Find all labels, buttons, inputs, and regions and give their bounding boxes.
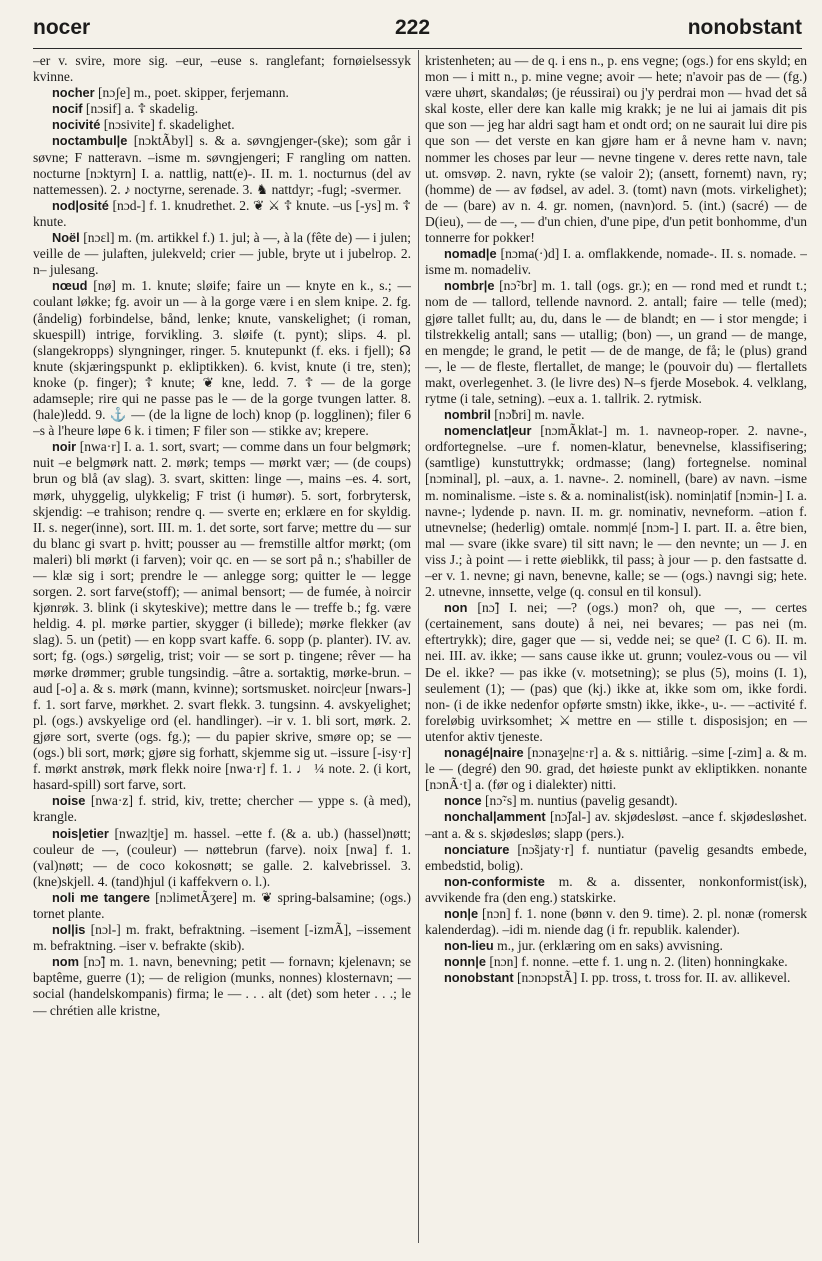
entry-headword: nombr|e [443, 278, 495, 294]
entry-definition: [nɔma(·)d] I. a. omflakkende, nomade-. II. s. nomade. –isme m. nomadeliv. [425, 246, 807, 278]
entry-definition: [nɔ̃bri] m. navle. [490, 407, 585, 423]
entry-definition: [nwa·r] I. a. 1. sort, svart; — comme dans un four belgmørk; nuit –e belgmørk natt. 2. mørk; temps — mørkt vær; — (de coups) brun og blå (av slag). 3. svart, skitten: linge —, mains –es. 4. sort, mørk, uhyggelig, ulykkelig; F trist (i humør). 5. sort, forbrytersk, skjendig: –e trahison; rendre q. — sverte en; erklære en for skyldig. II. s. neger(inne), sort. III. m. 1. det sorte, sort farve; mettre du — sur du blanc gi svart p. hvitt; pousser au — fremstille altfor mørkt; (om maleri) bli mørkt (i farven); voir qc. en — se sort på n.; s'habiller de — klæ sig i sort; prendre le — anlegge sorg; quitter le — legge sorgen. 2. sort farve(stoff); — animal bensort; — de fumée, à noircir kjønrøk. 3. blink (i skyteskive); mettre dans le — treffe b.; fg. være heldig. 4. pl. mørke partier, skygger (i billede); mørke flekker (av slag). 5. un (petit) — en kopp svart kaffe. 6. sopp (p. planter). IV. av. sort; fg. (ogs.) sørgelig, trist; voir — se sort p. tingene; rêver — ha mørke drømmer; gruble tungsindig. –âtre a. sortaktig, mørke-brun. –aud [-o] a. & s. mørk (mann, kvinne); sortsmusket. noirc|eur [nwars-] f. 1. sort farve, mørkhet. 2. svart flekk. 3. tungsinn. 4. avskyelighet; pl. (ogs.) avskyelige ord (el. handlinger). –ir v. 1. bli sort, mørk. 2. gjøre sort, sverte (ogs. fg.); — du papier skrive, smøre op; se — (ogs.) bli sort, mørk; gjøre sig forhatt, skjemme sig ut. –issure [-isy·r] f. mørkt anstrøk, mørk flekk noire [nwa·r] f. 1. ♩ ¼ note. 2. (i kort, hasard-spill) sort farve, sort. [33, 439, 411, 793]
entry-definition: [nɔ̃·s] m. nuntius (pavelig gesandt). [481, 793, 678, 809]
dictionary-entry [33, 133, 411, 197]
entry-definition: [nɔn] f. 1. none (bønn v. den 9. time). 2. pl. nonæ (romersk kalenderdag). –idi m. niende dag (i fr. republik. kalender). [425, 905, 807, 938]
entry-definition: [nɔlimetÃʒere] m. ❦ spring-balsamine; (ogs.) tornet plante. [33, 889, 411, 921]
entry-definition: [nɔktÃbyl] s. & a. søvngjenger-(ske); som går i søvne; F natteravn. –isme m. søvngjengeri; F rangling om natten. nocturne [nɔktyrn] I. a. nattlig, natt(e)-. II. m. 1. nocturnus (del av nattemessen). 2. ♪ noctyrne, serenade. 3. ♞ nattdyr; -fugl; -svermer. [33, 133, 411, 197]
dictionary-entry [33, 793, 411, 825]
page-header [33, 14, 802, 49]
dictionary-entry [33, 890, 411, 922]
dictionary-entry [425, 842, 807, 874]
entry-headword: noir [51, 439, 77, 455]
entry-headword: non-lieu [443, 938, 494, 954]
entry-definition: [nɔsivite] f. skadelighet. [100, 117, 235, 133]
entry-headword: nœud [51, 278, 88, 294]
entry-definition: m. & a. dissenter, nonkonformist(isk), avvikende fra (den eng.) statskirke. [425, 873, 807, 905]
entry-headword: nois|etier [51, 825, 109, 841]
dictionary-entry [425, 600, 807, 745]
dictionary-entry [33, 826, 411, 890]
entry-headword: Noël [51, 230, 80, 246]
dictionary-entry [425, 423, 807, 600]
dictionary-entry [425, 246, 807, 278]
entry-headword: nom [51, 954, 79, 970]
dictionary-entry [425, 745, 807, 793]
entry-definition: [nɔmÃklat-] m. 1. navneop-roper. 2. navne-, ordfortegnelse. –ure f. nomen-klatur, benevnelse, klassifisering; (samtlige) kunstuttrykk; ordmasse; (lang) fortegnelse. nominal [nɔminal], pl. –aux, a. 1. navne-. 2. nominell, (bare) av navn. –isme m. nominalisme. –iste s. & a. nominalist(isk). nomin|atif [nɔmin-] I. a. navne-; lydende p. navn. II. m. gr. nominativ, nevneform. –ation f. utnevnelse; (hederlig) omtale. nomm|é [nɔm-] I. part. II. a. être bien, mal — svare (ikke svare) til sitt navn; le — den nevnte; un — J. en viss J.; à point — i rette øieblikk, til pass; à jour — p. den fastsatte d. –er v. 1. nevne; gi navn, benevne, kalle; se — (ogs.) navngi sig; hete. 2. utnevne, innsette, velge (q. consul en til konsul). [425, 423, 807, 600]
entry-headword: nol|is [51, 922, 86, 938]
right-column [425, 53, 807, 1249]
entry-headword: nonagé|naire [443, 745, 524, 761]
dictionary-entry [33, 922, 411, 954]
entry-headword: non|e [443, 905, 479, 921]
dictionary-entry [33, 439, 411, 793]
entry-headword: noctambul|e [51, 133, 128, 149]
dictionary-entry [33, 198, 411, 230]
dictionary-entry [425, 906, 807, 938]
dictionary-entry [33, 278, 411, 439]
entry-definition: [nɔsif] a. ☦ skadelig. [82, 101, 199, 117]
left-column [33, 53, 411, 1249]
entry-definition: [nɔʃe] m., poet. skipper, ferjemann. [94, 85, 289, 101]
dictionary-entry [33, 230, 411, 278]
entry-headword: nomad|e [443, 246, 497, 262]
entry-definition: –er v. svire, more sig. –eur, –euse s. ranglefant; fornøielsessyk kvinne. [33, 53, 411, 85]
entry-definition: [nɔ̃] m. 1. navn, benevning; petit — fornavn; kjelenavn; se baptême, guerre (1); — de religion (munks, nonnes) klosternavn; — social (handelskompanis) firma; le — . . . alt (det) som heter . . .; le — chrétien alle kristne, [33, 954, 411, 1018]
entry-definition: [nɔɛl] m. (m. artikkel f.) 1. jul; à —, à la (fête de) — i julen; veille de — julaften, julekveld; crier — juble, bryte ut i jubelrop. 2. n– julesang. [33, 230, 411, 278]
entry-headword: nonn|e [443, 954, 486, 970]
entry-headword: non-conformiste [443, 873, 545, 889]
guide-word-right: nonobstant [687, 16, 802, 39]
dictionary-entry [425, 938, 807, 954]
dictionary-entry [425, 53, 807, 246]
entry-headword: nonce [443, 793, 482, 809]
entry-definition: [nø] m. 1. knute; sløife; faire un — knyte en k., s.; — coulant løkke; fg. avoir un — à la gorge være i en slem knipe. 2. fg. (åndelig) forbindelse, bånd, lenke; knute, vanskelighet; (i roman, skuespill) intrige, forvikling. 3. sløife (t. pynt); slips. 4. pl. (slangekropps) slyngninger, ringer. 5. knutepunkt (f. eks. i fjell); ☊ knute (skjæringspunkt p. ekliptikken). 6. kvist, knute (i tre, sten); knoke (p. finger); ☦ knute; ❦ kne, ledd. 7. ☦ — de la gorge adamseple; rire qui ne passe pas le — de la gorge tvungen latter. 8. (hale)ledd. 9. ⚓ — (de la ligne de loch) knop (p. logglinen); filer 6 –s à l'heure løpe 6 k. i timen; F filer son — stikke av; krepere. [33, 278, 411, 439]
dictionary-entry [425, 793, 807, 809]
entry-definition: [nɔ̃sjaty·r] f. nuntiatur (pavelig gesandts embede, embedstid, bolig). [425, 841, 807, 873]
entry-definition: m., jur. (erklæring om en saks) avvisning. [493, 938, 723, 954]
entry-headword: nonchal|amment [443, 809, 546, 825]
dictionary-entry [425, 874, 807, 906]
entry-headword: noli me tangere [51, 889, 150, 905]
entry-headword: nonobstant [443, 970, 514, 986]
entry-headword: nonciature [443, 841, 510, 857]
dictionary-entry [425, 407, 807, 423]
entry-headword: nombril [443, 407, 491, 423]
dictionary-entry [33, 117, 411, 133]
guide-word-left: nocer [33, 16, 91, 39]
entry-headword: nocher [51, 85, 95, 101]
entry-headword: nomenclat|eur [443, 423, 532, 439]
entry-headword: non [443, 600, 468, 616]
entry-definition: [nɔnaʒe|nɛ·r] a. & s. nittiårig. –sime [-zim] a. & m. le — (degré) den 90. grad, det høieste punkt av ekliptikken. nonante [nɔnÃ·t] a. (før og i dialekter) nitti. [425, 745, 807, 793]
entry-headword: noise [51, 793, 86, 809]
entry-definition: [nwa·z] f. strid, kiv, trette; chercher — yppe s. (à med), krangle. [33, 793, 411, 825]
dictionary-entry [425, 278, 807, 407]
entry-definition: [nɔl-] m. frakt, befraktning. –isement [-izmÃ], –issement m. befraktning. –iser v. befrakte (skib). [33, 922, 411, 954]
entry-definition: [nɔnɔpstÃ] I. pp. tross, t. tross for. II. av. allikevel. [513, 970, 791, 986]
entry-definition: kristenheten; au — de q. i ens n., p. ens vegne; (ogs.) for ens skyld; en mon — i mitt n., p. mine vegne; avoir — hete; n'avoir pas de — (fg.) være uhørt, skandaløs; (je réussirai) ou j'y perdrai mon — hvad det så skal koste, eller dere kan kalle mig krakk; je ne lui ai jamais dit pis que son — jeg har aldri sagt ham et ondt ord; on ne saurait lui dire pis que son — det verste en kan gjøre ham er å nevne ham v. navn; nommer les choses par leur — nevne tingene v. deres rette navn, tale ut. omsvøp. 2. navn, rykte (se valoir 2); (ansett, fornemt) navn, ry; (homme) de — av fødsel, av adel. 3. (tomt) navn (mots. virkelighet); de — (bare) av n. 4. gr. nomen, (navn)ord. 5. (int.) (sacré) — de D(ieu), — de —, — d'un chien, d'une pipe, d'un petit bonhomme, d'un tonnerre for pokker! [425, 53, 807, 246]
dictionary-entry [33, 954, 411, 1018]
dictionary-entry [33, 53, 411, 85]
entry-definition: [nɔ̃] I. nei; —? (ogs.) mon? oh, que —, — certes (certainement, sans doute) å nei, nei bevares; — pas nei (m. eftertrykk); dire, gager que — si, vedde nei; se que² (I. C 6). II. m. nei. III. av. ikke; — sans cause ikke ut. grunn; voulez-vous ou — vil De el. ikke? — pas ikke (v. motsetning); se plus (5), moins (I. 1), seulement (1); — (pas) que (kj.) ikke at, ikke som om, ikke fordi. non- (i de ikke nedenfor opførte smstn) ikke, ikke-, u-. — –activité f. foreløbig uvirksomhet; ⚔ mettre en — stille t. disposisjon; en — utenfor aktiv tjeneste. [425, 600, 807, 744]
entry-definition: [nɔd-] f. 1. knudrethet. 2. ❦ ⚔ ☦ knute. –us [-ys] m. ☦ knute. [33, 197, 411, 229]
page-number: 222 [395, 16, 431, 39]
entry-headword: nocif [51, 101, 83, 117]
column-divider [418, 50, 419, 1243]
dictionary-entry [33, 85, 411, 101]
entry-definition: [nɔ̃ʃal-] av. skjødesløst. –ance f. skjødesløshet. –ant a. & s. skjødesløs; slapp (pers.). [425, 809, 807, 841]
dictionary-entry [425, 954, 807, 970]
entry-definition: [nɔ̃·br] m. 1. tall (ogs. gr.); en — rond med et rundt t.; nom de — tallord, tellende navnord. 2. antall; faire — telle (med); gjøre tallet fullt; au, du, dans le — de blandt; en — i stor mengde; i tilstrekkelig antall; sans — utallig; (bon) —, un grand — de mange, en mengde; le grand, le petit — de de mange, de få; le (plus) grand —, le — de fleste, flertallet, de mange; le (pouvoir du) — flertallets makt, overlegenhet. 3. (le livre des) N–s fjerde Mosebok. 4. velklang, rytme (i tale, setning). –eux a. 1. tallrik. 2. rytmisk. [425, 278, 807, 406]
entry-definition: [nwaz|tje] m. hassel. –ette f. (& a. ub.) (hassel)nøtt; couleur de —, (couleur) — nøttebrun (farve). noix [nwa] f. 1. (val)nøtt; — de coco kokosnøtt; se galle. 2. kalvebrissel. 3. (kne)skjell. 4. (tand)hjul (i kaffekvern o. l.). [33, 825, 411, 889]
entry-definition: [nɔn] f. nonne. –ette f. 1. ung n. 2. (liten) honningkake. [485, 954, 788, 970]
dictionary-entry [425, 809, 807, 841]
dictionary-entry [33, 101, 411, 117]
entry-headword: nod|osité [51, 197, 109, 213]
dictionary-entry [425, 970, 807, 986]
entry-headword: nocivité [51, 117, 101, 133]
